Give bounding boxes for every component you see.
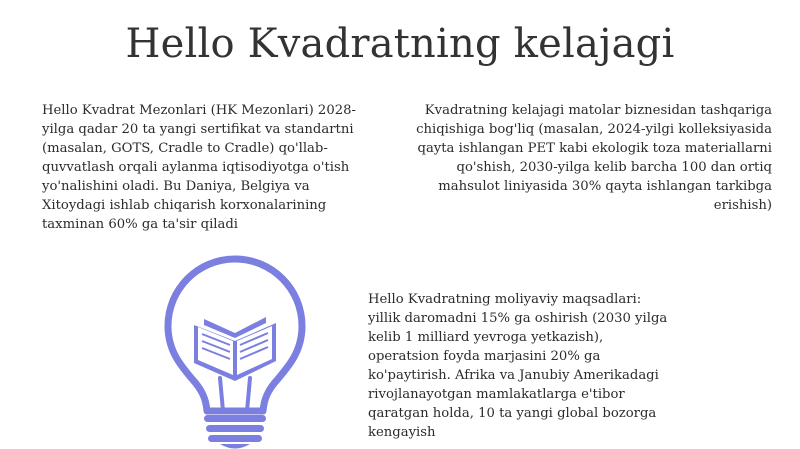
bulb-base — [204, 415, 266, 449]
lightbulb-book-icon — [160, 253, 310, 449]
text-block-left: Hello Kvadrat Mezonlari (HK Mezonlari) 2028-yilga qadar 20 ta yangi sertifikat va standartni (masalan, GOTS, Cradle to Cradle) qo'llab-quvvatlash orqali aylanma iqtisodiyotga o'tish yo'nalishini oladi. Bu Daniya, Belgiya va Xitoydagi ishlab chiqarish korxonalarining taxminan 60% ga ta'sir qiladi — [42, 103, 356, 232]
text-block-bottom: Hello Kvadratning moliyaviy maqsadlari: yillik daromadni 15% ga oshirish (2030 yilga kelib 1 milliard yevroga yetkazish), operatsion foyda marjasini 20% ga ko'paytirish. Afrika va Janubiy Amerikadagi rivojlanayotgan mamlakatlarga e'tibor qaratgan holda, 10 ta yangi global bozorga kengayish — [368, 292, 668, 440]
book-icon — [194, 317, 276, 381]
page-title: Hello Kvadratning kelajagi — [125, 21, 675, 67]
text-block-right: Kvadratning kelajagi matolar biznesidan tashqariga chiqishiga bog'liq (masalan, 2024-yilgi kolleksiyasida qayta ishlangan PET kabi ekologik toza materiallarni qo'shish, 2030-yilga kelib barcha 100 dan ortiq mahsulot liniyasida 30% qayta ishlangan tarkibga erishish) — [416, 103, 772, 213]
